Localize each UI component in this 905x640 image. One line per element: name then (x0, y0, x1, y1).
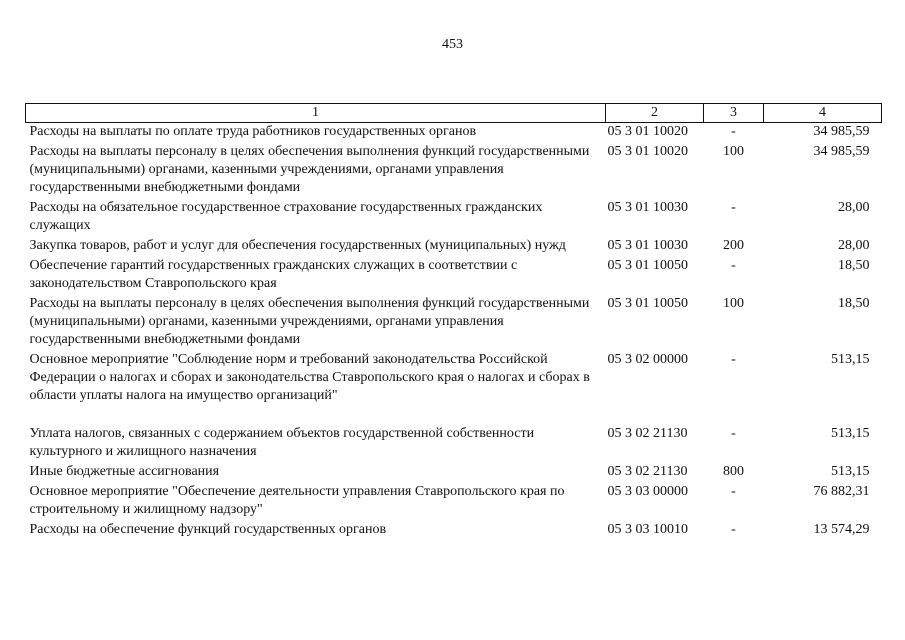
row-name: Расходы на выплаты персоналу в целях обеспечения выполнения функций государственными (муниципальными) органами, казенными учреждениями, органами управления государственными внебюджетными фондами (29, 144, 590, 195)
header-col-1: 1 (26, 104, 606, 123)
row-code: 05 3 02 21130 (607, 464, 688, 479)
table-row (26, 521, 882, 541)
row-type: - (731, 200, 736, 215)
row-amount: 513,15 (831, 426, 870, 441)
table-row (26, 199, 882, 237)
header-row (26, 104, 882, 123)
table-row (26, 351, 882, 425)
row-type: - (731, 124, 736, 139)
row-amount: 76 882,31 (813, 484, 870, 499)
header-col-4: 4 (764, 104, 882, 123)
row-type: 800 (723, 464, 744, 479)
row-code: 05 3 01 10050 (607, 296, 688, 311)
row-code: 05 3 01 10050 (607, 258, 688, 273)
row-code: 05 3 01 10020 (607, 144, 688, 159)
table-header (26, 104, 882, 123)
row-amount: 18,50 (838, 258, 870, 273)
row-amount: 34 985,59 (813, 124, 870, 139)
row-code: 05 3 02 21130 (607, 426, 688, 441)
row-type: - (731, 352, 736, 367)
page-number: 453 (442, 37, 463, 52)
row-amount: 513,15 (831, 464, 870, 479)
row-type: 200 (723, 238, 744, 253)
table-row (26, 295, 882, 351)
table-row (26, 257, 882, 295)
row-name: Расходы на выплаты персоналу в целях обеспечения выполнения функций государственными (муниципальными) органами, казенными учреждениями, органами управления государственными внебюджетными фондами (29, 296, 590, 347)
row-code: 05 3 02 00000 (607, 352, 688, 367)
table-body (26, 123, 882, 542)
row-code: 05 3 01 10030 (607, 238, 688, 253)
header-col-3: 3 (704, 104, 764, 123)
row-name: Иные бюджетные ассигнования (29, 464, 220, 479)
table-row (26, 123, 882, 144)
row-type: 100 (723, 296, 744, 311)
budget-table (25, 103, 882, 541)
header-col-2: 2 (606, 104, 704, 123)
row-name: Обеспечение гарантий государственных гражданских служащих в соответствии с законодательством Ставропольского края (29, 258, 518, 291)
row-amount: 28,00 (838, 238, 870, 253)
row-amount: 18,50 (838, 296, 870, 311)
row-type: - (731, 484, 736, 499)
row-name: Закупка товаров, работ и услуг для обеспечения государственных (муниципальных) нужд (29, 238, 566, 253)
row-type: 100 (723, 144, 744, 159)
row-type: - (731, 426, 736, 441)
row-type: - (731, 258, 736, 273)
row-amount: 13 574,29 (813, 522, 870, 537)
row-amount: 513,15 (831, 352, 870, 367)
row-code: 05 3 01 10020 (607, 124, 688, 139)
row-amount: 28,00 (838, 200, 870, 215)
row-name: Расходы на выплаты по оплате труда работников государственных органов (29, 124, 477, 139)
row-type: - (731, 522, 736, 537)
table-row (26, 483, 882, 521)
row-name: Уплата налогов, связанных с содержанием объектов государственной собственности культурного и жилищного назначения (29, 426, 535, 459)
row-name: Основное мероприятие "Соблюдение норм и требований законодательства Российской Федерации о налогах и сборах и законодательства Ставропольского края о налогах и сборах в области уплаты налога на имущество организаций" (29, 352, 590, 403)
table-row (26, 237, 882, 257)
table-row (26, 425, 882, 463)
row-name: Расходы на обеспечение функций государственных органов (29, 522, 387, 537)
table-row (26, 463, 882, 483)
row-code: 05 3 03 00000 (607, 484, 688, 499)
row-code: 05 3 03 10010 (607, 522, 688, 537)
row-code: 05 3 01 10030 (607, 200, 688, 215)
row-amount: 34 985,59 (813, 144, 870, 159)
row-name: Расходы на обязательное государственное страхование государственных гражданских служащих (29, 200, 543, 233)
row-name: Основное мероприятие "Обеспечение деятельности управления Ставропольского края по строительному и жилищному надзору" (29, 484, 565, 517)
table-row (26, 143, 882, 199)
